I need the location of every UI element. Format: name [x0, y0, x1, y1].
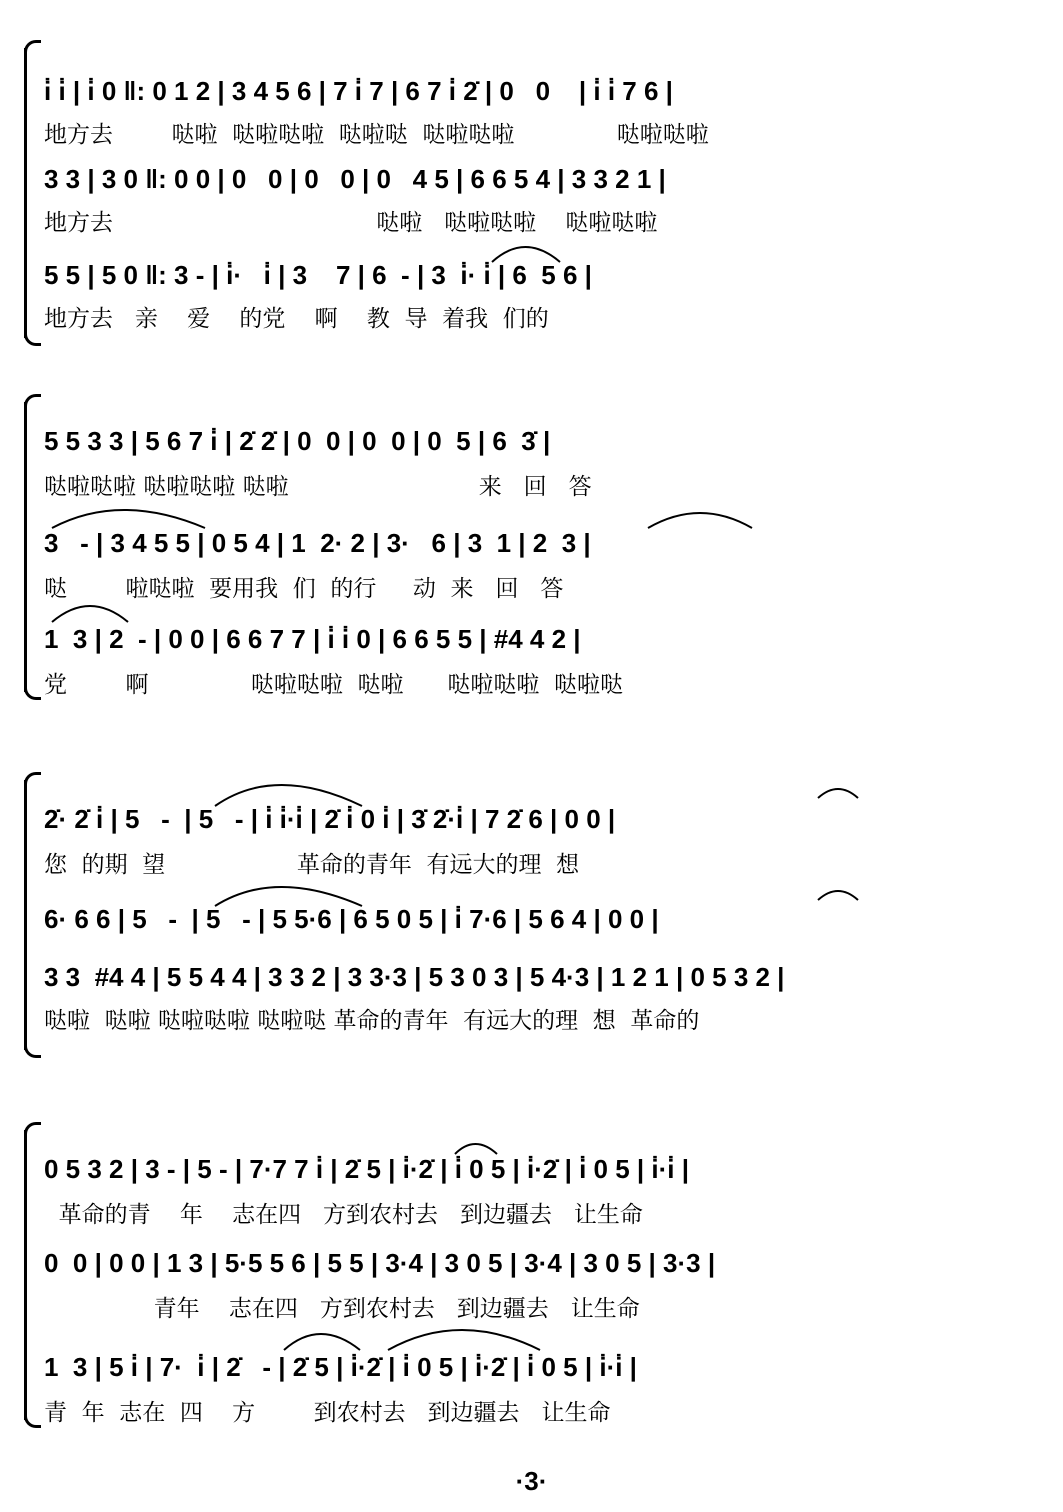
- part-3-notes: 5 5 | 5 0 ‖: 3 - | i̇· i̇ | 3 7 | 6 - | 3 i̇· i̇ | 6 5 6 |: [44, 260, 592, 290]
- part-2-lyrics: 青年 志在四 方到农村去 到边疆去 让生命: [44, 1296, 640, 1322]
- system-brace: [24, 402, 35, 692]
- part-1-notes: i̇ i̇ | i̇ 0 ‖: 0 1 2 | 3 4 5 6 | 7 i̇ 7 | 6 7 i̇ 2̇ | 0 0 | i̇ i̇ 7 6 |: [44, 76, 673, 106]
- part-2-notes: 3 3 | 3 0 ‖: 0 0 | 0 0 | 0 0 | 0 4 5 | 6 6 5 4 | 3 3 2 1 |: [44, 164, 666, 194]
- part-3-notes: 1 3 | 2 - | 0 0 | 6 6 7 7 | i̇ i̇ 0 | 6 6 5 5 | #4 4 2 |: [44, 624, 581, 654]
- part-2-notes: 3 - | 3 4 5 5 | 0 5 4 | 1 2· 2 | 3· 6 | 3 1 | 2 3 |: [44, 528, 591, 558]
- part-3-notes-row: [44, 956, 1034, 998]
- part-3-lyrics: 哒啦 哒啦 哒啦哒啦 哒啦哒 革命的青年 有远大的理 想 革命的: [44, 1008, 700, 1034]
- part-1-lyrics: 您 的期 望 革命的青年 有远大的理 想: [44, 852, 580, 878]
- part-3-notes-row: [44, 1346, 1034, 1388]
- part-3-notes-row: [44, 618, 1034, 660]
- part-2-notes-row: [44, 898, 1034, 940]
- part-3-lyrics: 地方去 亲 爱 的党 啊 教 导 着我 们的: [44, 306, 549, 332]
- part-3-notes: 1 3 | 5 i̇ | 7· i̇ | 2̇ - | 2̇ 5 | i̇·2̇ | i̇ 0 5 | i̇·2̇ | i̇ 0 5 | i̇·i̇ |: [44, 1352, 637, 1382]
- part-1-lyrics: 革命的青 年 志在四 方到农村去 到边疆去 让生命: [44, 1202, 643, 1228]
- part-3-notes-row: [44, 254, 1034, 296]
- page-number: ·3·: [515, 1466, 548, 1496]
- part-2-notes-row: [44, 1242, 1034, 1284]
- system-brace: [24, 780, 35, 1050]
- part-2-notes: 0 0 | 0 0 | 1 3 | 5·5 5 6 | 5 5 | 3·4 | 3 0 5 | 3·4 | 3 0 5 | 3·3 |: [44, 1248, 716, 1278]
- slur: [818, 789, 858, 798]
- part-2-notes: 6· 6 6 | 5 - | 5 - | 5 5·6 | 6 5 0 5 | i̇ 7·6 | 5 6 4 | 0 0 |: [44, 904, 659, 934]
- part-2-lyrics: 哒 啦哒啦 要用我 们 的行 动 来 回 答: [44, 576, 564, 602]
- part-1-notes-row: [44, 798, 1034, 840]
- part-1-notes: 2̇· 2̇ i̇ | 5 - | 5 - | i̇ i̇·i̇ | 2̇ i̇ 0 i̇ | 3̇ 2̇·i̇ | 7 2̇ 6 | 0 0 |: [44, 804, 616, 834]
- part-3-lyrics: 党 啊 哒啦哒啦 哒啦 哒啦哒啦 哒啦哒: [44, 672, 623, 698]
- part-2-notes-row: [44, 522, 1034, 564]
- part-2-lyrics: 地方去 哒啦 哒啦哒啦 哒啦哒啦: [44, 210, 658, 236]
- part-3-notes: 3 3 #4 4 | 5 5 4 4 | 3 3 2 | 3 3·3 | 5 3 0 3 | 5 4·3 | 1 2 1 | 0 5 3 2 |: [44, 962, 785, 992]
- part-1-lyrics: 地方去 哒啦 哒啦哒啦 哒啦哒 哒啦哒啦 哒啦哒啦: [44, 122, 709, 148]
- part-2-notes-row: [44, 158, 1034, 200]
- part-1-lyrics: 哒啦哒啦 哒啦哒啦 哒啦 来 回 答: [44, 474, 592, 500]
- system-brace: [24, 1130, 35, 1420]
- part-3-lyrics: 青 年 志在 四 方 到农村去 到边疆去 让生命: [44, 1400, 611, 1426]
- system-brace: [24, 48, 35, 338]
- part-1-notes-row: [44, 70, 1034, 112]
- part-1-notes: 5 5 3 3 | 5 6 7 i̇ | 2̇ 2̇ | 0 0 | 0 0 | 0 5 | 6 3̇ |: [44, 426, 551, 456]
- part-1-notes-row: [44, 1148, 1034, 1190]
- part-1-notes-row: [44, 420, 1034, 462]
- part-1-notes: 0 5 3 2 | 3 - | 5 - | 7·7 7 i̇ | 2̇ 5 | i̇·2̇ | i̇ 0 5 | i̇·2̇ | i̇ 0 5 | i̇·i̇ |: [44, 1154, 690, 1184]
